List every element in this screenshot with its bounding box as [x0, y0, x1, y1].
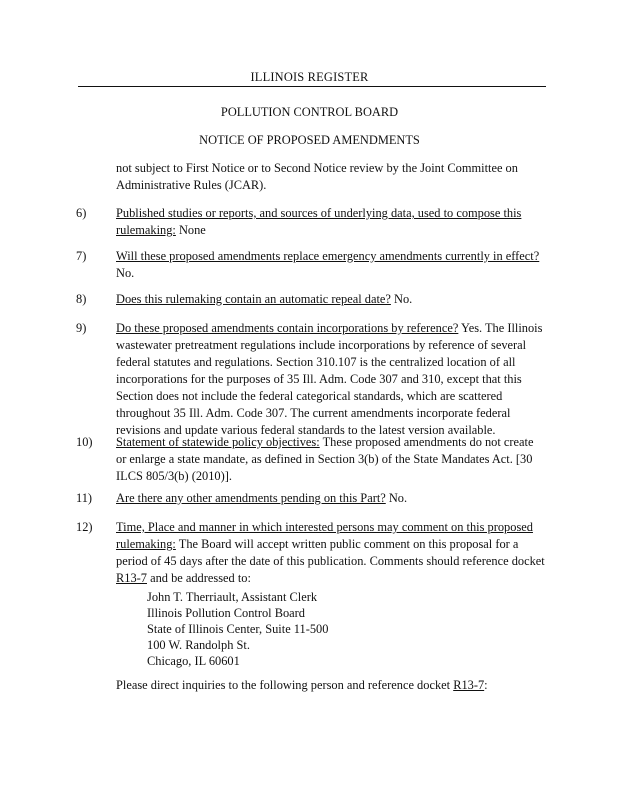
item-12-answer: The Board will accept written public comment on this proposal for a period of 45 days after the date of this publication. Comments should reference docket — [116, 537, 545, 568]
inquiries-text: Please direct inquiries to the following person and reference docket — [116, 678, 454, 692]
item-12-tail: and be addressed to: — [146, 571, 251, 585]
address-block — [147, 589, 447, 669]
item-8-answer: No. — [390, 292, 413, 306]
item-10-answer: These proposed amendments do not create or enlarge a state mandate, as defined in Section 3(b) of the State Mandates Act. [30 ILCS 805/3(b) (2010)]. — [116, 435, 534, 483]
inquiries-tail: : — [484, 678, 488, 692]
item-7-heading: Will these proposed amendments replace emergency amendments currently in effect? — [116, 249, 540, 263]
item-12-docket: R13-7 — [116, 571, 147, 585]
item-number-10: 10) — [76, 435, 93, 449]
item-7-answer: No. — [116, 266, 135, 280]
item-10-paragraph — [116, 434, 546, 485]
item-9-paragraph — [116, 320, 546, 439]
agency-title: POLLUTION CONTROL BOARD — [220, 105, 399, 119]
header-divider — [78, 86, 546, 87]
address-line-5: Chicago, IL 60601 — [147, 654, 240, 668]
item-8-heading: Does this rulemaking contain an automatic repeal date? — [116, 292, 391, 306]
item-number-12: 12) — [76, 520, 93, 534]
item-number-8: 8) — [76, 292, 87, 306]
item-6-heading: Published studies or reports, and sources of underlying data, used to compose this rulemaking: — [116, 206, 522, 237]
item-6-paragraph — [116, 205, 546, 239]
item-7-paragraph — [116, 248, 546, 282]
item-11-answer: No. — [385, 491, 408, 505]
address-line-3: State of Illinois Center, Suite 11-500 — [147, 622, 329, 636]
address-line-1: John T. Therriault, Assistant Clerk — [147, 590, 318, 604]
item-12-heading: Time, Place and manner in which interested persons may comment on this proposed rulemaking: — [116, 520, 533, 551]
item-9-heading: Do these proposed amendments contain incorporations by reference? — [116, 321, 459, 335]
item-12-paragraph — [116, 519, 546, 587]
address-line-4: 100 W. Randolph St. — [147, 638, 250, 652]
register-title: ILLINOIS REGISTER — [250, 70, 369, 84]
inquiries-docket: R13-7 — [453, 678, 485, 692]
address-line-2: Illinois Pollution Control Board — [147, 606, 305, 620]
item-number-7: 7) — [76, 249, 87, 263]
inquiries-paragraph — [116, 677, 546, 694]
item-11-heading: Are there any other amendments pending on this Part? — [116, 491, 386, 505]
item-11-paragraph — [116, 490, 546, 507]
item-number-11: 11) — [76, 491, 93, 505]
continuation-paragraph: not subject to First Notice or to Second Notice review by the Joint Committee on Administrative Rules (JCAR). — [116, 161, 518, 192]
item-10-heading: Statement of statewide policy objectives: — [116, 435, 320, 449]
item-number-6: 6) — [76, 206, 87, 220]
item-number-9: 9) — [76, 321, 87, 335]
item-6-answer: None — [175, 223, 206, 237]
item-8-paragraph — [116, 291, 546, 308]
item-9-answer: Yes. The Illinois wastewater pretreatment regulations include incorporations by reference of several federal statutes and regulations. Section 310.107 is the centralized location of all incorporations for the purposes of 35 Ill. Adm. Code 307 and 310, except that this Section does not include the federal categorical standards, which are scattered throughout 35 Ill. Adm. Code 307. The current amendments incorporate federal revisions and update various federal standards to the latest version available. — [116, 321, 543, 437]
notice-title: NOTICE OF PROPOSED AMENDMENTS — [199, 133, 420, 147]
